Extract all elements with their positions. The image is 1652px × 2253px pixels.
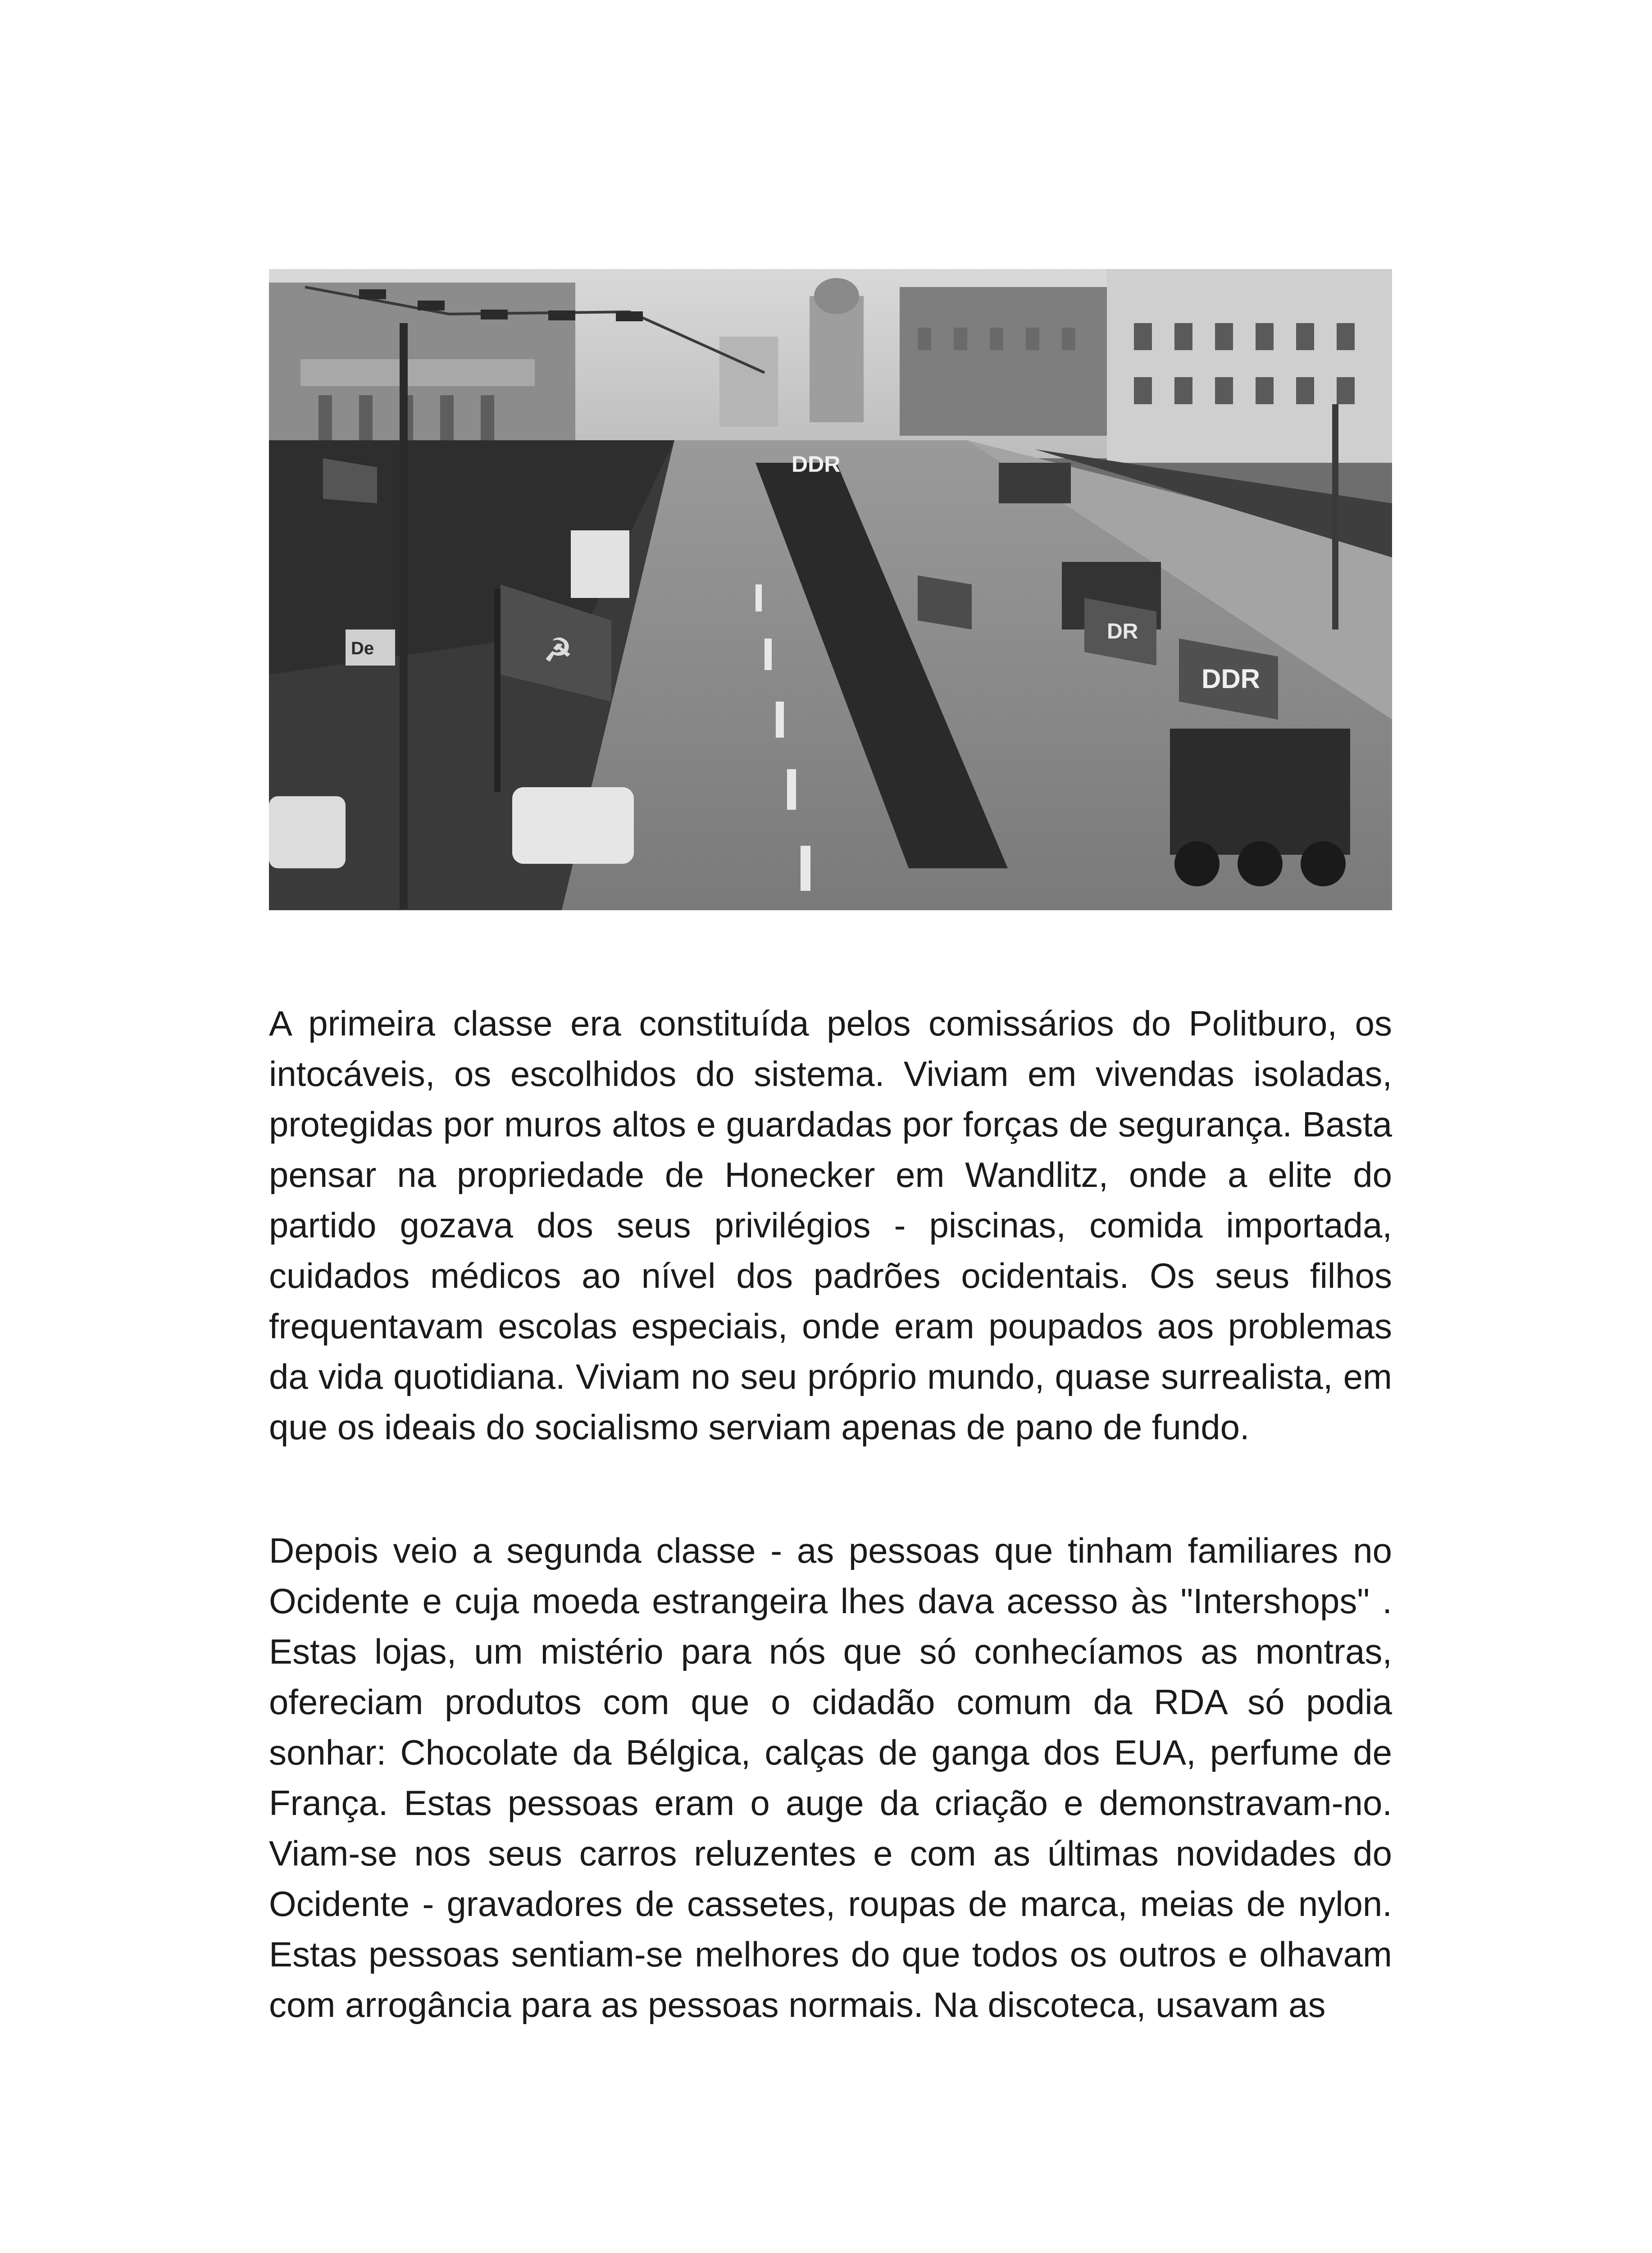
paragraph-text: A primeira classe era constituída pelos comissários do Politburo, os intocáveis, os escolhidos do sistema. Viviam em vivendas isoladas, protegidas por muros altos e guardadas por forças de segurança. Basta pensar na propriedade de Honecker em Wandlitz, onde a elite do partido gozava dos seus privilégios - piscinas, comida importada, cuidados médicos ao nível dos padrões ocidentais. Os seus filhos frequentavam escolas especiais, onde eram poupados aos problemas da vida quotidiana. Viviam no seu próprio mundo, quase surrealista, em que os ideais do socialismo serviam apenas de pano de fundo. xyxy=(269,1003,1392,1447)
parade-photo xyxy=(269,269,1392,910)
svg-text:☭: ☭ xyxy=(544,633,572,668)
banner-text-right: DDR xyxy=(1201,664,1260,694)
banner-text-center: DDR xyxy=(792,452,841,477)
paragraph-first-class xyxy=(269,998,1392,1452)
crowd-sign-text: De xyxy=(351,639,374,658)
banner-text-mid: DR xyxy=(1107,620,1138,643)
paragraph-second-class xyxy=(269,1525,1392,2030)
paragraph-text: Depois veio a segunda classe - as pessoas que tinham familiares no Ocidente e cuja moeda estrangeira lhes dava acesso às "Intershops" . Estas lojas, um mistério para nós que só conhecíamos as montras, ofereciam produtos com que o cidadão comum da RDA só podia sonhar: Chocolate da Bélgica, calças de ganga dos EUA, perfume de França. Estas pessoas eram o auge da criação e demonstravam-no. Viam-se nos seus carros reluzentes e com as últimas novidades do Ocidente - gravadores de cassetes, roupas de marca, meias de nylon. Estas pessoas sentiam-se melhores do que todos os outros e olhavam com arrogância para as pessoas normais. Na discoteca, usavam as xyxy=(269,1531,1392,2025)
